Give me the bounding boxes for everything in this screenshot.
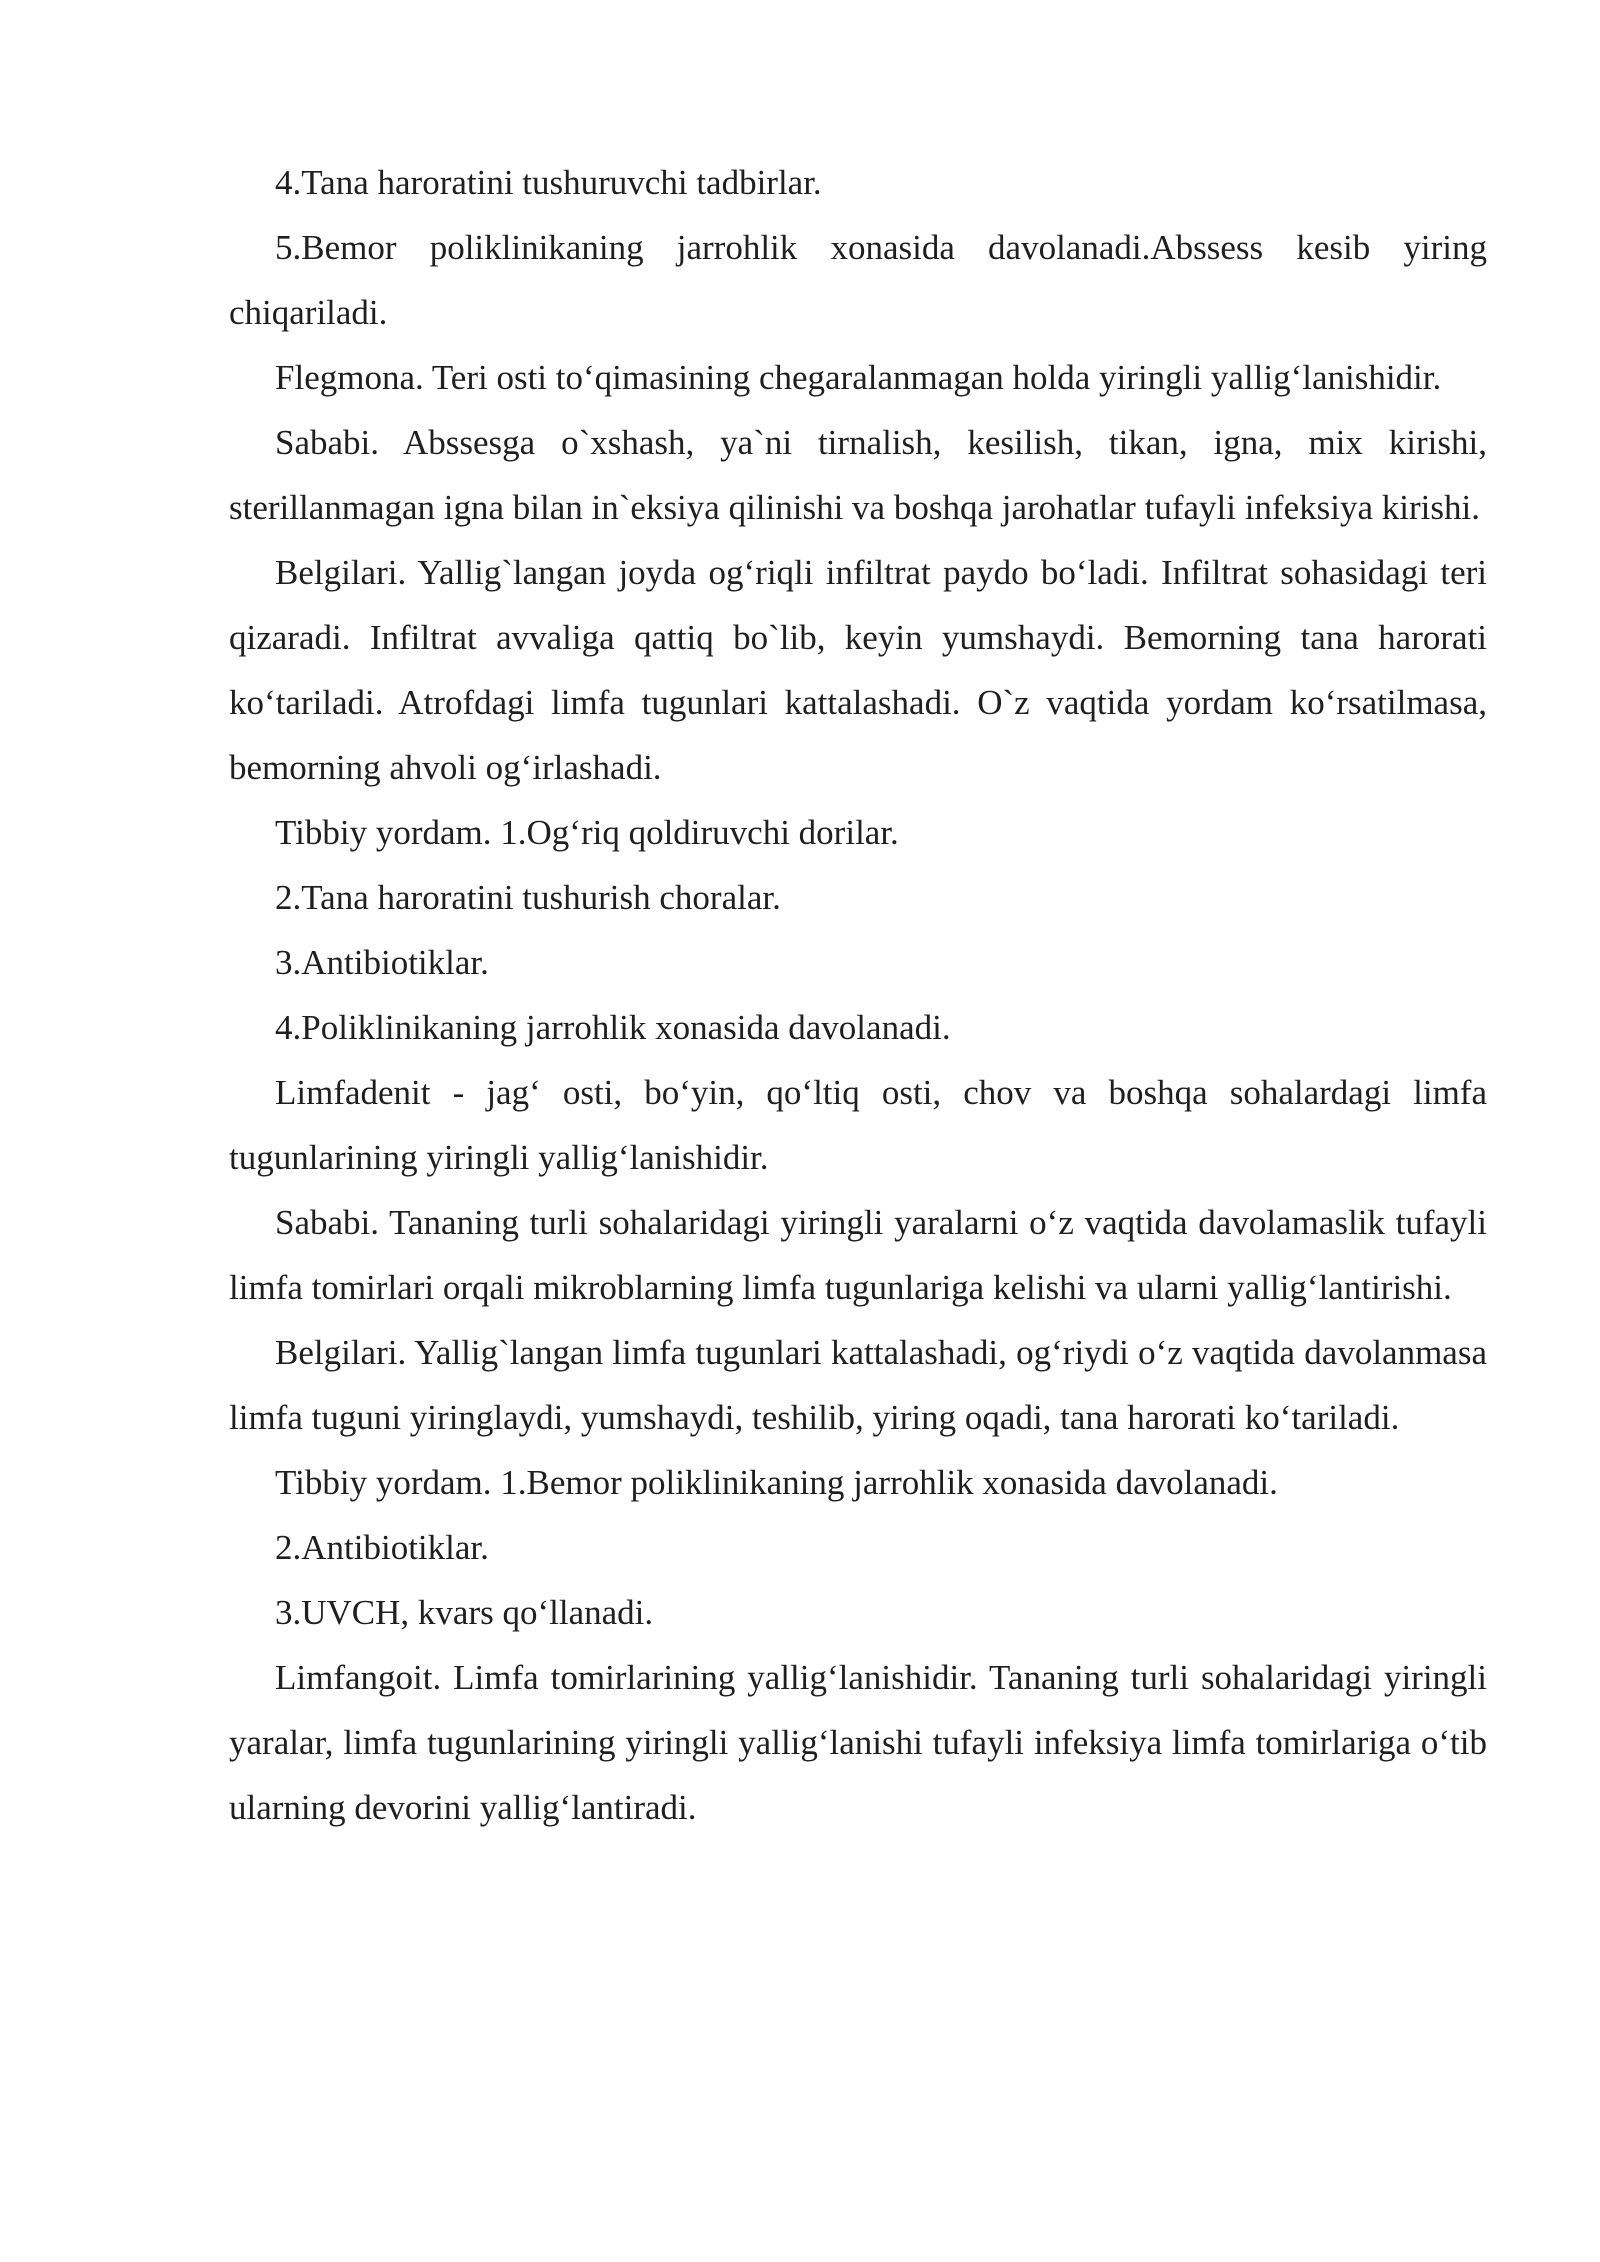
paragraph-lymphadenitis-cause: Sababi. Tananing turli sohalaridagi yiringli yaralarni o‘z vaqtida davolamaslik tufayli limfa tomirlari orqali mikroblarning limfa tugunlariga kelishi va ularni yallig‘lantirishi. (229, 1203, 1487, 1307)
paragraph-lymphadenitis-symptoms: Belgilari. Yallig`langan limfa tugunlari kattalashadi, og‘riydi o‘z vaqtida davolanmasa limfa tuguni yiringlaydi, yumshaydi, teshilib, yiring oqadi, tana harorati ko‘tariladi. (229, 1333, 1487, 1437)
paragraph-abscess-step-4: 4.Tana haroratini tushuruvchi tadbirlar. (275, 163, 822, 202)
paragraph-lymphadenitis-aid-3: 3.UVCH, kvars qo‘llanadi. (275, 1593, 654, 1632)
paragraph-phlegmon-definition: Flegmona. Teri osti to‘qimasining chegaralanmagan holda yiringli yallig‘lanishidir. (275, 358, 1442, 397)
paragraph-phlegmon-cause: Sababi. Abssesga o`xshash, ya`ni tirnalish, kesilish, tikan, igna, mix kirishi, sterillanmagan igna bilan in`eksiya qilinishi va boshqa jarohatlar tufayli infeksiya kirishi. (229, 423, 1487, 527)
document-page (229, 150, 1487, 1840)
paragraph-lymphadenitis-aid-1: Tibbiy yordam. 1.Bemor poliklinikaning jarrohlik xonasida davolanadi. (275, 1463, 1278, 1502)
paragraph-phlegmon-symptoms: Belgilari. Yallig`langan joyda og‘riqli infiltrat paydo bo‘ladi. Infiltrat sohasidagi teri qizaradi. Infiltrat avvaliga qattiq bo`lib, keyin yumshaydi. Bemorning tana harorati ko‘tariladi. Atrofdagi limfa tugunlari kattalashadi. O`z vaqtida yordam ko‘rsatilmasa, bemorning ahvoli og‘irlashadi. (229, 553, 1487, 787)
paragraph-phlegmon-aid-2: 2.Tana haroratini tushurish choralar. (275, 878, 781, 917)
paragraph-phlegmon-aid-1: Tibbiy yordam. 1.Og‘riq qoldiruvchi dorilar. (275, 813, 899, 852)
paragraph-lymphadenitis-aid-2: 2.Antibiotiklar. (275, 1528, 489, 1567)
paragraph-phlegmon-aid-3: 3.Antibiotiklar. (275, 943, 489, 982)
paragraph-lymphadenitis-definition: Limfadenit - jag‘ osti, bo‘yin, qo‘ltiq osti, chov va boshqa sohalardagi limfa tugunlarining yiringli yallig‘lanishidir. (229, 1073, 1487, 1177)
paragraph-phlegmon-aid-4: 4.Poliklinikaning jarrohlik xonasida davolanadi. (275, 1008, 951, 1047)
paragraph-abscess-step-5: 5.Bemor poliklinikaning jarrohlik xonasida davolanadi.Abssess kesib yiring chiqariladi. (229, 228, 1487, 332)
paragraph-lymphangitis-definition: Limfangoit. Limfa tomirlarining yallig‘lanishidir. Tananing turli sohalaridagi yiringli yaralar, limfa tugunlarining yiringli yallig‘lanishi tufayli infeksiya limfa tomirlariga o‘tib ularning devorini yallig‘lantiradi. (229, 1658, 1487, 1827)
